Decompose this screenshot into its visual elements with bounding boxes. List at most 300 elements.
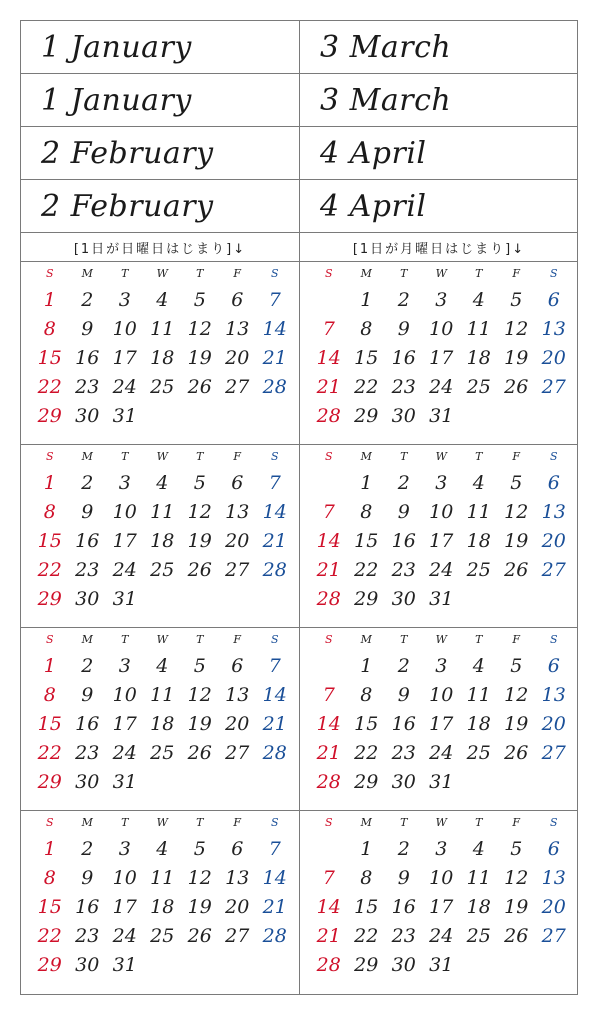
week-row — [300, 556, 578, 585]
weekday-header — [300, 628, 578, 652]
day-cell: 31 — [112, 588, 137, 610]
day-cell: 20 — [225, 347, 250, 369]
day-cell: 4 — [156, 472, 169, 494]
week-row — [21, 315, 299, 344]
weekday-label: M — [81, 267, 93, 280]
day-cell: 12 — [187, 501, 212, 523]
day-cell: 30 — [75, 405, 100, 427]
day-cell: 15 — [37, 347, 62, 369]
day-cell: 13 — [541, 501, 566, 523]
day-cell: 6 — [547, 289, 560, 311]
day-cell: 8 — [43, 501, 56, 523]
day-cell: 23 — [391, 742, 416, 764]
day-cell: 10 — [429, 684, 454, 706]
label-march-1: 3 March — [320, 29, 452, 65]
weekday-label: S — [549, 633, 558, 646]
day-cell: 22 — [354, 376, 379, 398]
week-row — [21, 864, 299, 893]
week-row — [300, 527, 578, 556]
weekday-header — [21, 811, 299, 835]
day-cell: 2 — [81, 472, 94, 494]
weekday-label: F — [512, 267, 521, 280]
day-cell: 19 — [504, 347, 529, 369]
day-cell: 25 — [150, 925, 175, 947]
day-cell: 5 — [193, 472, 206, 494]
day-cell — [498, 402, 536, 431]
day-cell — [310, 469, 348, 498]
week-row — [21, 681, 299, 710]
day-cell: 16 — [391, 713, 416, 735]
day-cell: 25 — [466, 742, 491, 764]
day-cell — [144, 402, 182, 431]
day-cell: 25 — [466, 376, 491, 398]
calendar-sticker-sheet — [20, 20, 578, 995]
weekday-label: S — [45, 450, 54, 463]
day-cell: 28 — [262, 742, 287, 764]
day-cell: 25 — [150, 559, 175, 581]
day-cell: 28 — [316, 771, 341, 793]
day-cell: 15 — [37, 530, 62, 552]
day-cell: 12 — [187, 684, 212, 706]
day-cell: 27 — [225, 559, 250, 581]
weekday-label: M — [360, 267, 372, 280]
day-cell: 17 — [112, 713, 137, 735]
day-cell: 8 — [43, 318, 56, 340]
day-cell: 14 — [316, 530, 341, 552]
day-cell: 16 — [75, 347, 100, 369]
day-cell — [498, 768, 536, 797]
weekday-label: F — [512, 816, 521, 829]
day-cell: 11 — [466, 501, 491, 523]
day-cell: 1 — [360, 472, 373, 494]
day-cell: 24 — [112, 376, 137, 398]
day-cell: 9 — [397, 318, 410, 340]
label-february-2: 2 February — [41, 188, 214, 224]
weekday-label: T — [475, 633, 483, 646]
weekday-label: S — [45, 267, 54, 280]
week-row — [300, 835, 578, 864]
week-row — [21, 835, 299, 864]
day-cell: 24 — [429, 376, 454, 398]
weekday-label: W — [435, 633, 447, 646]
weekday-label: T — [121, 633, 129, 646]
week-row — [21, 498, 299, 527]
day-cell: 6 — [231, 289, 244, 311]
day-cell: 28 — [316, 588, 341, 610]
weekday-label: T — [196, 450, 204, 463]
day-cell: 9 — [81, 501, 94, 523]
day-cell: 14 — [316, 896, 341, 918]
day-cell: 24 — [112, 742, 137, 764]
weekday-label: T — [196, 816, 204, 829]
day-cell: 12 — [504, 684, 529, 706]
week-row — [21, 739, 299, 768]
label-january-2: 1 January — [41, 82, 192, 118]
day-cell: 10 — [429, 501, 454, 523]
day-cell: 19 — [187, 713, 212, 735]
day-cell: 26 — [187, 925, 212, 947]
day-cell — [181, 585, 219, 614]
day-cell — [256, 402, 294, 431]
day-cell: 13 — [541, 684, 566, 706]
day-cell: 20 — [225, 896, 250, 918]
day-cell: 3 — [118, 838, 131, 860]
day-cell: 1 — [43, 472, 56, 494]
weekday-header — [21, 628, 299, 652]
calendar-sunday-start — [21, 811, 299, 980]
day-cell — [256, 768, 294, 797]
day-cell: 8 — [43, 867, 56, 889]
weekday-label: S — [324, 450, 333, 463]
day-cell: 3 — [118, 655, 131, 677]
week-row — [21, 527, 299, 556]
day-cell: 14 — [262, 318, 287, 340]
week-row — [21, 469, 299, 498]
day-cell: 17 — [112, 347, 137, 369]
day-cell: 19 — [187, 530, 212, 552]
label-april-1: 4 April — [320, 135, 427, 171]
day-cell: 3 — [435, 655, 448, 677]
day-cell: 2 — [397, 655, 410, 677]
day-cell: 7 — [322, 867, 335, 889]
day-cell: 1 — [360, 838, 373, 860]
note-sunday-start: [1日が日曜日はじまり]↓ — [73, 241, 247, 257]
day-cell: 26 — [187, 742, 212, 764]
day-cell: 17 — [112, 530, 137, 552]
day-cell: 22 — [354, 925, 379, 947]
day-cell: 7 — [268, 289, 281, 311]
day-cell: 16 — [75, 530, 100, 552]
day-cell: 15 — [354, 713, 379, 735]
label-april-2: 4 April — [320, 188, 427, 224]
day-cell: 22 — [37, 376, 62, 398]
day-cell — [535, 768, 573, 797]
day-cell: 28 — [316, 405, 341, 427]
day-cell — [535, 951, 573, 980]
day-cell: 27 — [541, 376, 566, 398]
weekday-label: M — [81, 816, 93, 829]
day-cell: 13 — [225, 867, 250, 889]
day-cell — [535, 402, 573, 431]
day-cell: 4 — [472, 655, 485, 677]
weekday-label: T — [400, 633, 408, 646]
day-cell: 30 — [391, 771, 416, 793]
weekday-label: T — [475, 267, 483, 280]
day-cell: 30 — [391, 405, 416, 427]
week-row — [300, 922, 578, 951]
day-cell: 29 — [37, 954, 62, 976]
week-row — [21, 585, 299, 614]
day-cell: 12 — [504, 501, 529, 523]
calendar-sunday-start — [21, 445, 299, 614]
day-cell: 10 — [112, 684, 137, 706]
day-cell: 14 — [262, 501, 287, 523]
day-cell: 5 — [510, 472, 523, 494]
weekday-label: F — [233, 633, 242, 646]
weekday-label: T — [121, 816, 129, 829]
day-cell: 11 — [150, 501, 175, 523]
day-cell: 11 — [466, 684, 491, 706]
day-cell: 26 — [187, 559, 212, 581]
day-cell: 12 — [187, 867, 212, 889]
day-cell: 7 — [322, 501, 335, 523]
day-cell: 16 — [75, 713, 100, 735]
day-cell: 27 — [541, 925, 566, 947]
week-row — [300, 344, 578, 373]
week-row — [300, 893, 578, 922]
week-row — [21, 893, 299, 922]
weekday-label: W — [156, 816, 168, 829]
day-cell: 10 — [429, 867, 454, 889]
day-cell: 6 — [547, 655, 560, 677]
weekday-label: S — [270, 633, 279, 646]
week-row — [300, 739, 578, 768]
label-january-1: 1 January — [41, 29, 192, 65]
day-cell: 24 — [112, 925, 137, 947]
day-cell: 24 — [429, 925, 454, 947]
day-cell: 23 — [75, 559, 100, 581]
day-cell: 25 — [150, 376, 175, 398]
day-cell — [310, 835, 348, 864]
day-cell: 21 — [316, 925, 341, 947]
day-cell — [310, 286, 348, 315]
day-cell: 8 — [360, 684, 373, 706]
day-cell: 8 — [43, 684, 56, 706]
day-cell: 20 — [225, 530, 250, 552]
weekday-header — [21, 445, 299, 469]
weekday-label: F — [233, 267, 242, 280]
day-cell: 22 — [354, 742, 379, 764]
day-cell: 29 — [37, 771, 62, 793]
day-cell — [144, 768, 182, 797]
day-cell: 8 — [360, 867, 373, 889]
day-cell — [219, 402, 257, 431]
day-cell: 23 — [391, 559, 416, 581]
day-cell: 7 — [322, 318, 335, 340]
day-cell: 15 — [354, 896, 379, 918]
day-cell: 11 — [466, 318, 491, 340]
weekday-label: S — [324, 816, 333, 829]
day-cell: 23 — [75, 376, 100, 398]
day-cell: 1 — [360, 289, 373, 311]
day-cell: 28 — [262, 559, 287, 581]
day-cell: 13 — [541, 318, 566, 340]
day-cell: 14 — [262, 684, 287, 706]
weekday-label: T — [196, 633, 204, 646]
day-cell: 13 — [225, 318, 250, 340]
day-cell: 23 — [391, 376, 416, 398]
day-cell — [181, 951, 219, 980]
day-cell: 24 — [429, 559, 454, 581]
day-cell — [310, 652, 348, 681]
day-cell: 6 — [231, 655, 244, 677]
weekday-label: W — [156, 633, 168, 646]
weekday-label: S — [45, 816, 54, 829]
weekday-label: W — [435, 450, 447, 463]
weekday-label: W — [156, 267, 168, 280]
day-cell: 1 — [43, 838, 56, 860]
day-cell: 18 — [150, 896, 175, 918]
day-cell: 18 — [466, 713, 491, 735]
weekday-label: T — [400, 267, 408, 280]
day-cell: 2 — [397, 838, 410, 860]
day-cell: 30 — [75, 954, 100, 976]
day-cell: 3 — [435, 289, 448, 311]
weekday-label: S — [549, 267, 558, 280]
day-cell: 9 — [81, 684, 94, 706]
day-cell: 21 — [316, 376, 341, 398]
day-cell: 5 — [193, 838, 206, 860]
day-cell: 7 — [268, 472, 281, 494]
week-row — [300, 315, 578, 344]
day-cell: 21 — [316, 559, 341, 581]
calendar-monday-start — [300, 262, 578, 431]
weekday-label: F — [512, 450, 521, 463]
day-cell: 17 — [429, 713, 454, 735]
week-row — [300, 710, 578, 739]
week-row — [300, 681, 578, 710]
label-march-2: 3 March — [320, 82, 452, 118]
day-cell: 21 — [262, 347, 287, 369]
day-cell: 13 — [225, 501, 250, 523]
day-cell: 7 — [322, 684, 335, 706]
weekday-header — [21, 262, 299, 286]
day-cell: 13 — [225, 684, 250, 706]
day-cell: 7 — [268, 655, 281, 677]
day-cell: 3 — [118, 289, 131, 311]
day-cell: 2 — [81, 289, 94, 311]
day-cell: 21 — [262, 896, 287, 918]
day-cell: 31 — [429, 405, 454, 427]
day-cell: 30 — [75, 771, 100, 793]
day-cell: 12 — [504, 867, 529, 889]
day-cell: 12 — [187, 318, 212, 340]
weekday-header — [300, 811, 578, 835]
day-cell: 15 — [37, 896, 62, 918]
weekday-header — [300, 445, 578, 469]
day-cell: 9 — [81, 867, 94, 889]
weekday-label: F — [512, 633, 521, 646]
day-cell: 7 — [268, 838, 281, 860]
day-cell — [498, 951, 536, 980]
day-cell: 28 — [262, 925, 287, 947]
week-row — [21, 556, 299, 585]
weekday-label: T — [475, 816, 483, 829]
week-row — [21, 373, 299, 402]
day-cell: 16 — [391, 896, 416, 918]
day-cell: 25 — [150, 742, 175, 764]
day-cell: 1 — [360, 655, 373, 677]
day-cell: 6 — [231, 472, 244, 494]
day-cell: 23 — [391, 925, 416, 947]
day-cell: 27 — [225, 742, 250, 764]
day-cell: 27 — [225, 925, 250, 947]
day-cell: 19 — [187, 896, 212, 918]
week-row — [21, 286, 299, 315]
day-cell: 17 — [429, 347, 454, 369]
day-cell: 4 — [156, 655, 169, 677]
day-cell: 18 — [466, 347, 491, 369]
calendar-sunday-start — [21, 262, 299, 431]
day-cell: 9 — [397, 501, 410, 523]
day-cell: 30 — [391, 588, 416, 610]
day-cell: 14 — [316, 347, 341, 369]
day-cell: 28 — [262, 376, 287, 398]
day-cell: 26 — [504, 376, 529, 398]
day-cell: 21 — [262, 530, 287, 552]
day-cell: 31 — [429, 954, 454, 976]
week-row — [300, 373, 578, 402]
day-cell: 29 — [354, 771, 379, 793]
day-cell — [460, 585, 498, 614]
weekday-label: T — [121, 267, 129, 280]
day-cell: 2 — [397, 472, 410, 494]
week-row — [21, 922, 299, 951]
weekday-label: M — [81, 633, 93, 646]
day-cell: 19 — [504, 896, 529, 918]
day-cell: 5 — [510, 289, 523, 311]
week-row — [300, 951, 578, 980]
day-cell: 15 — [37, 713, 62, 735]
day-cell: 31 — [429, 771, 454, 793]
day-cell: 19 — [504, 530, 529, 552]
day-cell: 5 — [510, 838, 523, 860]
day-cell: 27 — [541, 559, 566, 581]
weekday-label: M — [360, 450, 372, 463]
day-cell: 2 — [81, 655, 94, 677]
day-cell: 20 — [541, 713, 566, 735]
day-cell: 31 — [112, 405, 137, 427]
week-row — [300, 402, 578, 431]
day-cell: 18 — [150, 347, 175, 369]
day-cell: 9 — [397, 684, 410, 706]
day-cell: 24 — [112, 559, 137, 581]
day-cell — [144, 951, 182, 980]
day-cell: 27 — [541, 742, 566, 764]
day-cell: 2 — [397, 289, 410, 311]
day-cell: 20 — [225, 713, 250, 735]
day-cell: 26 — [504, 925, 529, 947]
day-cell: 8 — [360, 501, 373, 523]
day-cell — [219, 951, 257, 980]
day-cell: 11 — [466, 867, 491, 889]
day-cell: 10 — [112, 318, 137, 340]
day-cell — [460, 402, 498, 431]
day-cell: 3 — [435, 838, 448, 860]
note-monday-start: [1日が月曜日はじまり]↓ — [352, 241, 526, 257]
week-row — [300, 864, 578, 893]
day-cell: 17 — [429, 530, 454, 552]
day-cell — [535, 585, 573, 614]
day-cell: 26 — [187, 376, 212, 398]
day-cell: 16 — [391, 347, 416, 369]
day-cell: 17 — [112, 896, 137, 918]
day-cell: 20 — [541, 896, 566, 918]
weekday-label: W — [435, 816, 447, 829]
day-cell: 12 — [504, 318, 529, 340]
week-row — [300, 286, 578, 315]
day-cell: 29 — [354, 588, 379, 610]
day-cell: 1 — [43, 655, 56, 677]
day-cell: 20 — [541, 347, 566, 369]
day-cell: 16 — [391, 530, 416, 552]
label-february-1: 2 February — [41, 135, 214, 171]
day-cell: 21 — [316, 742, 341, 764]
week-row — [21, 710, 299, 739]
day-cell: 18 — [466, 530, 491, 552]
weekday-header — [300, 262, 578, 286]
day-cell: 26 — [504, 742, 529, 764]
